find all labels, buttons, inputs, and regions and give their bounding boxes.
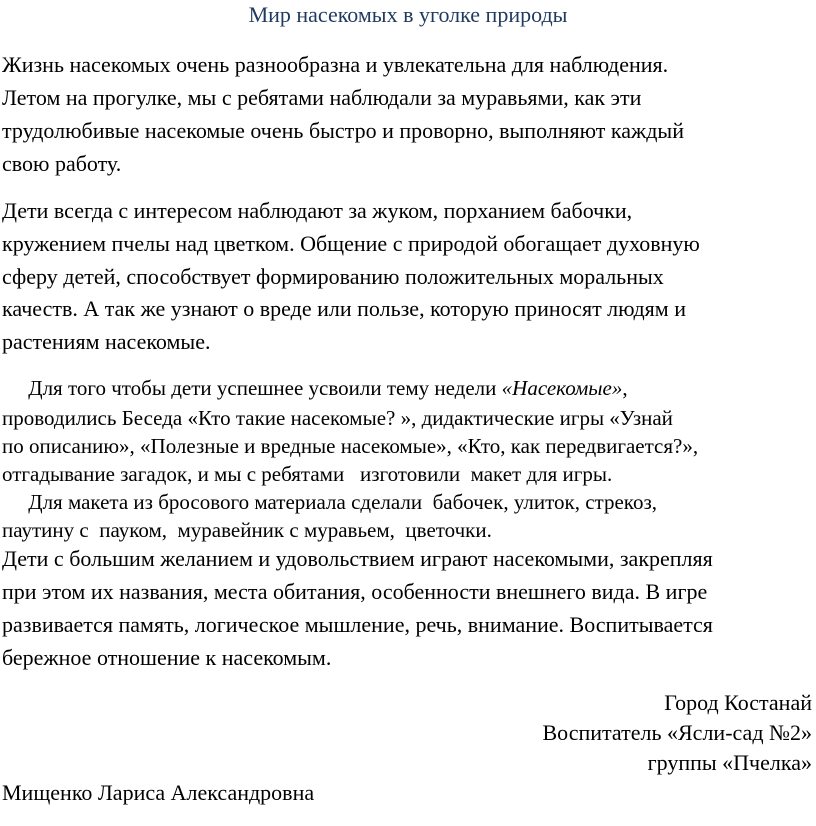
paragraph-2-line-5: растениям насекомые.: [2, 329, 211, 354]
paragraph-2-line-1: Дети всегда с интересом наблюдают за жуком, порханием бабочки,: [2, 198, 633, 223]
signature-name: Мищенко Лариса Александровна: [2, 780, 315, 805]
paragraph-2-line-3: сферу детей, способствует формированию положительных моральных: [2, 264, 664, 289]
paragraph-3-intro: Для того чтобы дети успешнее усвоили тему недели: [2, 376, 502, 400]
paragraph-4-line-4: бережное отношение к насекомым.: [2, 645, 332, 670]
paragraph-3-line-6: паутину с пауком, муравейник с муравьем, цветочки.: [2, 518, 492, 542]
paragraph-1-line-4: свою работу.: [2, 151, 122, 176]
signature-group: группы «Пчелка»: [647, 750, 812, 775]
signature-position: Воспитатель «Ясли-сад №2»: [542, 720, 812, 745]
paragraph-3-line-3: по описанию», «Полезные и вредные насекомые», «Кто, как передвигается?»,: [2, 434, 699, 458]
week-theme: «Насекомые»: [501, 376, 623, 400]
paragraph-3-line-2: проводились Беседа «Кто такие насекомые? », дидактические игры «Узнай: [2, 406, 673, 430]
paragraph-1-line-2: Летом на прогулке, мы с ребятами наблюдали за муравьями, как эти: [2, 85, 642, 110]
signature-city: Город Костанай: [664, 690, 812, 715]
paragraph-3-comma: ,: [622, 376, 628, 400]
paragraph-1-line-1: Жизнь насекомых очень разнообразна и увлекательна для наблюдения.: [2, 52, 669, 77]
paragraph-1-line-3: трудолюбивые насекомые очень быстро и проворно, выполняют каждый: [2, 118, 684, 143]
page-title: Мир насекомых в уголке природы: [248, 2, 568, 27]
paragraph-4-line-2: при этом их названия, места обитания, особенности внешнего вида. В игре: [2, 579, 708, 604]
paragraph-2-line-4: качеств. А так же узнают о вреде или пользе, которую приносят людям и: [2, 296, 686, 321]
paragraph-2-line-2: кружением пчелы над цветком. Общение с природой обогащает духовную: [2, 231, 700, 256]
paragraph-4-line-3: развивается память, логическое мышление, речь, внимание. Воспитывается: [2, 612, 713, 637]
paragraph-3-line-4: отгадывание загадок, и мы с ребятами изготовили макет для игры.: [2, 462, 613, 486]
paragraph-4-line-1: Дети с большим желанием и удовольствием играют насекомыми, закрепляя: [2, 546, 713, 571]
paragraph-3-line-5: Для макета из бросового материала сделали бабочек, улиток, стрекоз,: [2, 490, 657, 514]
paragraph-3-line-1: [2, 376, 628, 401]
